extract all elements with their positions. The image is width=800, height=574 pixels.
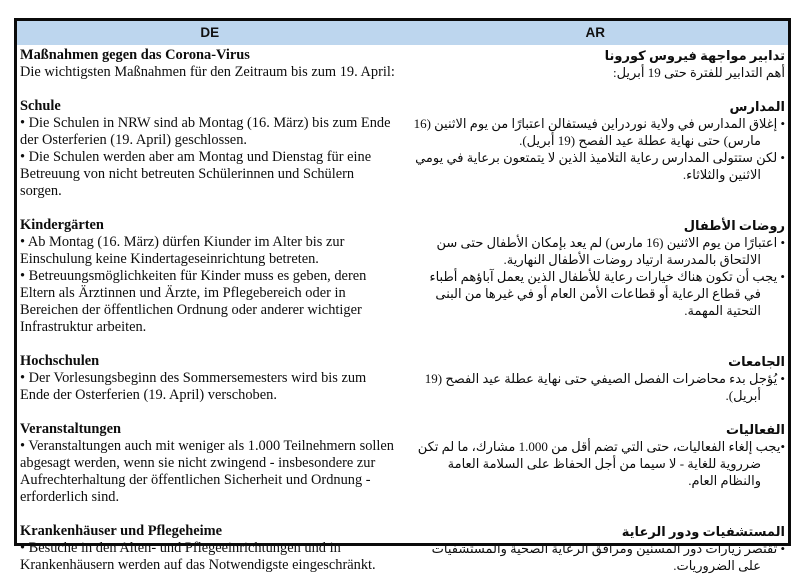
section-title-ar: المستشفيات ودور الرعاية <box>621 524 785 539</box>
schools-de <box>17 98 403 200</box>
section-title-de: Veranstaltungen <box>20 421 122 437</box>
bullet-item-de: • Veranstaltungen auch mit weniger als 1.000 Teilnehmern sollen abgesagt werden, wenn sie nicht zwingend - insbesondere zur Aufrechterhaltung der öffentlichen Sicherheit und Ordnung - erforderlich sind. <box>20 438 394 505</box>
table-header <box>17 21 788 45</box>
hospitals-de <box>17 523 403 574</box>
bullet-item-de: • Die Schulen in NRW sind ab Montag (16. März) bis zum Ende der Osterferien (19. April) geschlossen. <box>20 115 391 148</box>
section-title-ar: الفعاليات <box>725 422 785 437</box>
bullet-item-de: • Betreuungsmöglichkeiten für Kinder muss es geben, deren Eltern als Ärztinnen und Ärzte, im Pflegebereich oder in Bereichen der öffentlichen Ordnung oder anderer wichtiger Infrastruktur arbeiten. <box>20 268 367 335</box>
universities-de <box>17 353 403 404</box>
bullet-item-ar: • يُؤجل بدء محاضرات الفصل الصيفي حتى نهاية عطلة عيد الفصح (19 أبريل). <box>424 371 785 403</box>
section-title-ar: الجامعات <box>728 354 785 369</box>
section-title-de: Schule <box>20 98 61 114</box>
bullet-item-de: • Besuche in den Alten- und Pflegeeinrichtungen und in Krankenhäusern werden auf das Notwendigste eingeschränkt. <box>20 540 376 573</box>
hospitals-ar <box>403 523 789 574</box>
bullet-item-de: • Die Schulen werden aber am Montag und Dienstag für eine Betreuung von nicht betreuten Schülerinnen und Schülern sorgen. <box>20 149 372 199</box>
bullet-item-de: • Der Vorlesungsbeginn des Sommersemesters wird bis zum Ende der Osterferien (19. April) verschoben. <box>20 370 367 403</box>
kindergartens-ar <box>403 217 789 336</box>
paragraph-ar: أهم التدابير للفترة حتى 19 أبريل: <box>612 65 785 80</box>
section-intro <box>17 47 788 81</box>
intro-de <box>17 47 403 81</box>
section-universities <box>17 353 788 404</box>
table-body <box>17 45 788 574</box>
section-title-ar: تدابير مواجهة فيروس كورونا <box>604 48 785 63</box>
section-title-de: Kindergärten <box>20 217 104 233</box>
events-ar <box>403 421 789 506</box>
kindergartens-de <box>17 217 403 336</box>
section-title-ar: روضات الأطفال <box>683 218 785 233</box>
section-title-de: Hochschulen <box>20 353 100 369</box>
schools-ar <box>403 98 789 200</box>
bullet-item-ar: • اعتبارًا من يوم الاثنين (16 مارس) لم يعد بإمكان الأطفال حتى سن الالتحاق بالمدرسة ارتياد روضات الأطفال النهارية. <box>436 235 785 267</box>
universities-ar <box>403 353 789 404</box>
section-hospitals <box>17 523 788 574</box>
section-events <box>17 421 788 506</box>
bullet-item-ar: • تقتصر زيارات دور المسنين ومرافق الرعاية الصحية والمستشفيات على الضروريات. <box>431 541 785 573</box>
paragraph-de: Die wichtigsten Maßnahmen für den Zeitraum bis zum 19. April: <box>20 64 395 80</box>
column-header-de: DE <box>200 25 220 40</box>
bullet-item-de: • Ab Montag (16. März) dürfen Kiunder im Alter bis zur Einschulung keine Kindertageseinrichtung betreten. <box>20 234 345 267</box>
bullet-item-ar: • إغلاق المدارس في ولاية نوردراين فيستفالن اعتبارًا من يوم الاثنين (16 مارس) حتى نهاية عطلة عيد الفصح (19 أبريل). <box>413 116 785 148</box>
section-schools <box>17 98 788 200</box>
section-title-de: Maßnahmen gegen das Corona-Virus <box>20 47 250 63</box>
events-de <box>17 421 403 506</box>
bilingual-measures-table <box>14 18 791 573</box>
column-header-ar: AR <box>585 25 605 40</box>
bullet-item-ar: • لكن ستتولى المدارس رعاية التلاميذ الذين لا يتمتعون برعاية في يومي الاثنين والثلاثاء. <box>415 150 785 182</box>
bullet-item-ar: •يجب إلغاء الفعاليات، حتى التي تضم أقل من 1.000 مشارك، ما لم تكن ضرروية للغاية - لا سيما من أجل الحفاظ على السلامة العامة والنظام العام. <box>417 439 785 488</box>
section-kindergartens <box>17 217 788 336</box>
section-title-de: Krankenhäuser und Pflegeheime <box>20 523 223 539</box>
intro-ar <box>403 47 789 81</box>
bullet-item-ar: • يجب أن تكون هناك خيارات رعاية للأطفال الذين يعمل آباؤهم أطباء في قطاع الرعاية أو قطاعات الأمن العام أو في غيرها من البنى التحتية المهمة. <box>429 269 785 318</box>
section-title-ar: المدارس <box>729 99 785 114</box>
